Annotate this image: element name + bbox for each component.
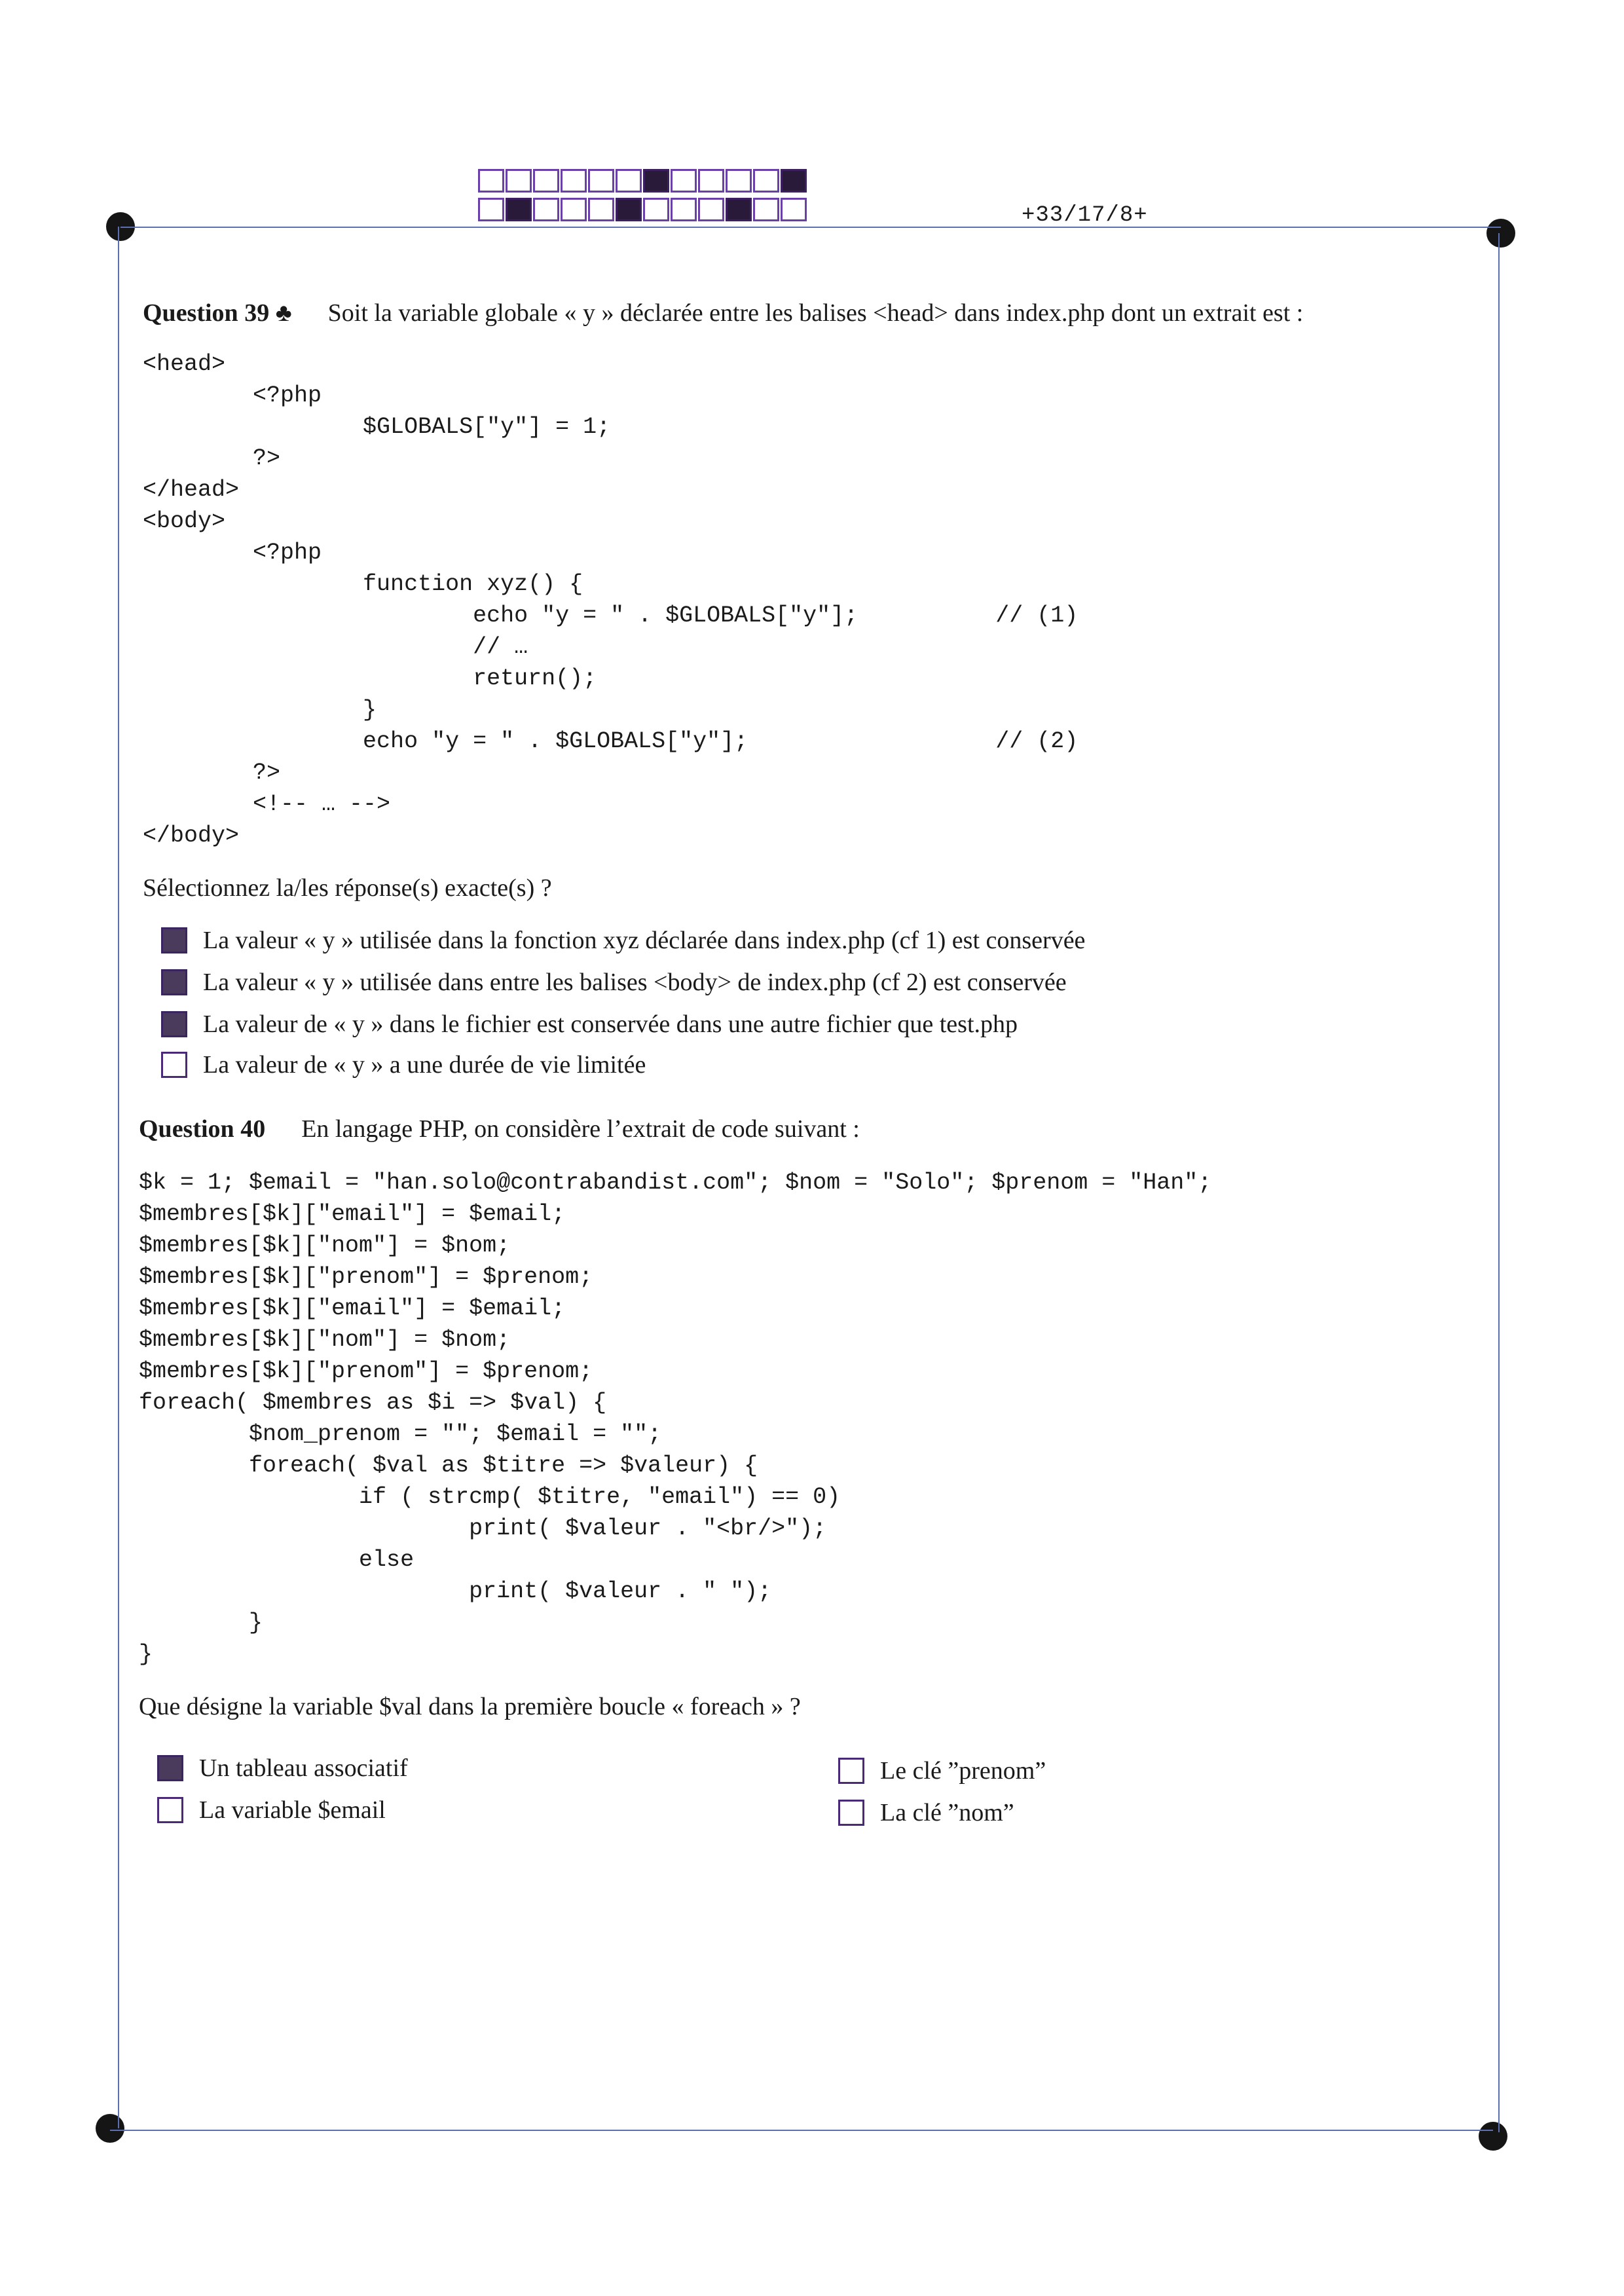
q39-code-line: <?php [253,382,322,409]
page-id: +33/17/8+ [1022,203,1148,228]
q40-code-line: $nom_prenom = ""; $email = ""; [249,1421,662,1447]
barcode-cell [698,169,724,193]
q40-code-line: foreach( $membres as $i => $val) { [139,1390,607,1416]
q40-code-line: else [359,1547,415,1573]
q39-code-line: <body> [143,508,226,534]
q40-text: En langage PHP, on considère l’extrait de code suivant : [301,1115,860,1143]
barcode-cell [588,198,614,221]
frame-left [118,227,119,2128]
q39-code-line: return(); [473,665,597,692]
q39-code-line: ?> [253,445,281,472]
barcode-cell [478,198,504,221]
barcode-row-1 [478,169,807,193]
q40-prompt: Que désigne la variable $val dans la première boucle « foreach » ? [139,1693,801,1720]
q40-option-2-label: La variable $email [199,1796,386,1824]
q39-code-line: </body> [143,823,240,849]
q40-label: Question 40 [139,1115,266,1143]
q39-label: Question 39 [143,299,270,327]
q40-option-1[interactable] [157,1754,408,1783]
q39-code-line: // … [473,634,528,660]
q40-code-line: $membres[$k]["prenom"] = $prenom; [139,1358,593,1384]
barcode-cell [671,169,697,193]
q39-option-4-checkbox[interactable] [161,1052,187,1078]
q39-code-line: } [363,697,377,723]
q39-code-line: ?> [253,760,281,786]
q40-option-1-label: Un tableau associatif [199,1754,408,1782]
q39-option-3-label: La valeur de « y » dans le fichier est conservée dans une autre fichier que test.php [203,1010,1018,1038]
q39-option-3-checkbox[interactable] [161,1011,187,1037]
q40-code-line: } [139,1641,153,1667]
q39-code-line: function xyz() { [363,571,583,597]
barcode-cell [753,169,779,193]
q40-code-line: foreach( $val as $titre => $valeur) { [249,1453,758,1479]
q39-text: Soit la variable globale « y » déclarée entre les balises <head> dans index.php dont un extrait est : [327,299,1304,327]
q40-code-line: $k = 1; $email = "han.solo@contrabandist.com"; $nom = "Solo"; $prenom = "Han"; [139,1170,1212,1196]
barcode-cell [561,198,587,221]
q40-option-3-checkbox[interactable] [838,1758,864,1784]
q40-code-line: $membres[$k]["nom"] = $nom; [139,1327,511,1353]
frame-right [1498,233,1500,2132]
frame-bottom [110,2130,1493,2131]
q40-code-line: $membres[$k]["email"] = $email; [139,1201,566,1227]
q39-code-line: echo "y = " . $GLOBALS["y"]; // (1) [473,602,1079,629]
barcode-cell [616,169,642,193]
barcode-cell [781,198,807,221]
barcode-cell [506,169,532,193]
q39-option-2-checkbox[interactable] [161,969,187,995]
q40-option-4-checkbox[interactable] [838,1800,864,1826]
q40-option-2[interactable] [157,1796,386,1824]
barcode-row-2 [478,198,807,221]
barcode-cell [561,169,587,193]
q39-option-4-label: La valeur de « y » a une durée de vie limitée [203,1051,646,1079]
q40-header [139,1115,860,1143]
q39-code-line: </head> [143,477,240,503]
barcode-cell [643,198,669,221]
q40-code-line: print( $valeur . "<br/>"); [469,1515,827,1542]
q40-option-2-checkbox[interactable] [157,1797,183,1823]
registration-mark-bottom-right [1479,2122,1507,2151]
barcode-cell [726,169,752,193]
q39-header [143,299,1303,327]
barcode-cell [671,198,697,221]
registration-mark-bottom-left [96,2114,124,2143]
q40-option-4[interactable] [838,1798,1014,1827]
q39-option-2[interactable] [161,968,1067,997]
q39-option-3[interactable] [161,1010,1018,1039]
q40-code-line: $membres[$k]["nom"] = $nom; [139,1232,511,1259]
q40-code-line: $membres[$k]["prenom"] = $prenom; [139,1264,593,1290]
q40-option-3-label: Le clé ”prenom” [880,1757,1046,1785]
q40-option-4-label: La clé ”nom” [880,1799,1014,1826]
barcode-cell [753,198,779,221]
q39-prompt: Sélectionnez la/les réponse(s) exacte(s) ? [143,874,552,902]
q40-code-line: $membres[$k]["email"] = $email; [139,1295,566,1322]
q39-code-line: $GLOBALS["y"] = 1; [363,414,611,440]
frame-top [120,227,1501,228]
q39-code-line: <!-- … --> [253,791,391,817]
q40-option-1-checkbox[interactable] [157,1755,183,1781]
registration-mark-top-right [1486,219,1515,248]
barcode-cell [698,198,724,221]
q39-option-4[interactable] [161,1050,646,1079]
barcode-cell [506,198,532,221]
q40-code-line: print( $valeur . " "); [469,1578,772,1604]
barcode-cell [533,198,559,221]
q39-code-line: <head> [143,351,226,377]
q39-option-2-label: La valeur « y » utilisée dans entre les balises <body> de index.php (cf 2) est conservée [203,969,1067,996]
multiple-answer-club-icon: ♣ [275,299,292,327]
q40-option-3[interactable] [838,1756,1046,1785]
q40-code-line: } [249,1610,263,1636]
barcode-cell [781,169,807,193]
q39-code-line: <?php [253,540,322,566]
barcode-cell [726,198,752,221]
barcode-cell [588,169,614,193]
barcode-cell [478,169,504,193]
q39-option-1-checkbox[interactable] [161,927,187,954]
q39-option-1-label: La valeur « y » utilisée dans la fonction xyz déclarée dans index.php (cf 1) est conservée [203,927,1086,954]
q39-code-block [143,348,1078,851]
barcode-cell [643,169,669,193]
q40-code-line: if ( strcmp( $titre, "email") == 0) [359,1484,841,1510]
q39-option-1[interactable] [161,926,1085,955]
barcode-cell [533,169,559,193]
barcode-cell [616,198,642,221]
q39-code-line: echo "y = " . $GLOBALS["y"]; // (2) [363,728,1079,754]
q40-code-block [139,1167,1211,1670]
